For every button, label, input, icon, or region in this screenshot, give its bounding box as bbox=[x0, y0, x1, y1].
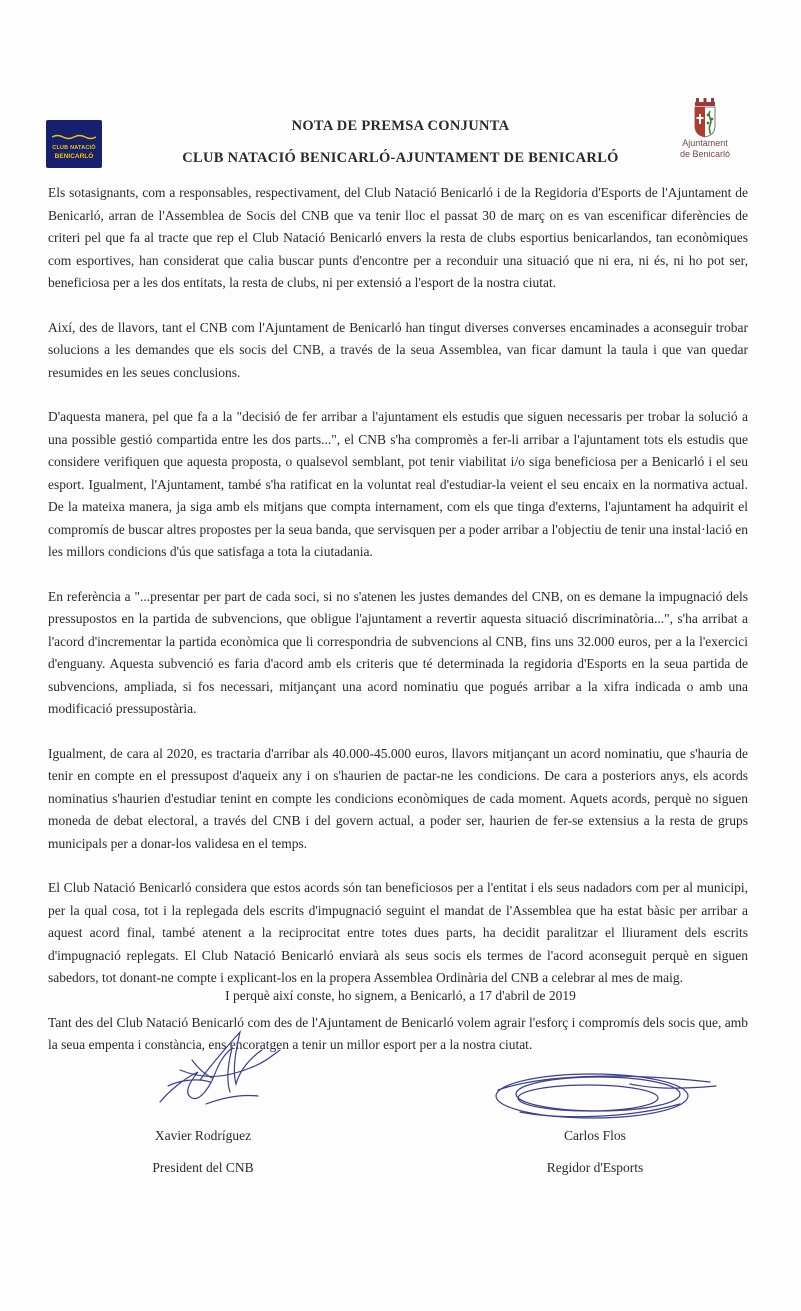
paragraph-6: El Club Natació Benicarló considera que estos acords són tan beneficiosos per a l'entitat i els seus nadadors com per al municipi, per la qual cosa, tot i la replegada dels escrits d'impugnació seguint el mandat de l'Assemblea que ha estat bàsic per arribar a aquest acord final, també atenent a la reciprocitat entre totes dues parts, ha decidit paralitzar el lliurament dels escrits d'impugnació replegats. El Club Natació Benicarló enviarà als seus socis els termes de l'acord aconseguit perquè en siguen sabedors, tot donant-ne compte i explicant-los en la propera Assemblea Ordinària del CNB a celebrar al mes de maig. bbox=[48, 880, 748, 985]
signatory-2-name: Carlos Flos bbox=[564, 1128, 626, 1143]
signatory-1-role: President del CNB bbox=[152, 1160, 254, 1175]
paragraph-4: En referència a "...presentar per part de cada soci, si no s'atenen les justes demandes del CNB, on es demane la impugnació dels pressupostos en la partida de subvencions, que obligue l'ajuntament a revertir aquesta situació discriminatòria...", s'ha arribat a l'acord d'incrementar la partida econòmica que li correspondria de subvencions al CNB, fins uns 32.000 euros, per a la l'exercici d'enguany. Aquesta subvenció es faria d'acord amb els criteris que té determinada la regidoria d'Esports en la seua partida de subvencions, ampliada, si fos necessari, mitjançant una acord nominatiu que pogués arribar a la xifra indicada o amb una modificació pressupostària. bbox=[48, 588, 748, 716]
logo-ajuntament-line1: Ajuntament bbox=[682, 138, 728, 148]
logo-cnb-line2: BENICARLÓ bbox=[54, 153, 94, 160]
paragraph-5: Igualment, de cara al 2020, es tractaria d'arribar als 40.000-45.000 euros, llavors mitjançant un acord nominatiu, que s'hauria de tenir en compte en el pressupost d'aqueix any i on s'haurien de pactar-ne les condicions. De cara a posteriors anys, els acords nominatius s'haurien d'estudiar tenint en compte les condicions econòmiques de cada moment. Aquets acords, perquè no siguen moneda de debat electoral, a través del CNB i del govern actual, a poder ser, haurien de fer-se extensius a la resta de grups municipals per a donar-los validesa en el temps. bbox=[48, 745, 748, 851]
paragraph-2: Així, des de llavors, tant el CNB com l'Ajuntament de Benicarló han tingut diverses converses encaminades a aconseguir trobar solucions a les demandes que els socis del CNB, a través de la seua Assemblea, van ficar damunt la taula i que van quedar resumides en les seues conclusions. bbox=[48, 319, 748, 380]
signatory-2-role: Regidor d'Esports bbox=[546, 1160, 644, 1175]
document-title: NOTA DE PREMSA CONJUNTA bbox=[291, 118, 510, 134]
signature-carlos-flos bbox=[480, 1060, 720, 1130]
paragraph-7: Tant des del Club Natació Benicarló com des de l'Ajuntament de Benicarló volem agrair l'esforç i compromís dels socis que, amb la seua empenta i constància, ens encoratgen a tenir un millor esport per a la nostra ciutat. bbox=[48, 1014, 748, 1052]
logo-cnb-line1: CLUB NATACIÓ bbox=[52, 145, 96, 151]
logo-ajuntament-line2: de Benicarló bbox=[679, 149, 731, 159]
paragraph-1: Els sotasignants, com a responsables, respectivament, del Club Natació Benicarló i de la Regidoria d'Esports de l'Ajuntament de Benicarló, arran de l'Assemblea de Socis del CNB que va tenir lloc el passat 30 de març on es van escenificar diferències de criteri pel que fa al tracte que rep el Club Natació Benicarló envers la resta de clubs esportius benicarlandos, tan econòmiques com esportives, han considerat que calia buscar punts d'encontre per a reconduir una situació que ni era, ni és, ni ho pot ser, beneficiosa per a les dos entitats, la resta de clubs, ni per extensió a l'esport de la nostra ciutat. bbox=[48, 185, 748, 290]
document-body bbox=[48, 182, 748, 1079]
document-subtitle: CLUB NATACIÓ BENICARLÓ-AJUNTAMENT DE BENICARLÓ bbox=[182, 150, 619, 166]
closing-statement: I perquè així conste, ho signem, a Benicarló, a 17 d'abril de 2019 bbox=[225, 988, 576, 1003]
signature-xavier-rodriguez bbox=[140, 1020, 290, 1120]
paragraph-3: D'aquesta manera, pel que fa a la "decisió de fer arribar a l'ajuntament els estudis que siguen necessaris per trobar la solució a una possible gestió compartida entre les dos parts...", el CNB s'ha compromès a fer-li arribar a l'ajuntament tots els estudis que considere verifiquen que aquesta proposta, o qualsevol semblant, pot tenir viabilitat i/o siga beneficiosa per a Benicarló i el seu esport. Igualment, l'Ajuntament, també s'ha ratificat en la voluntat real d'estudiar-la veient el seu encaix en la normativa actual. De la mateixa manera, ja siga amb els mitjans que compta internament, com els que tinga d'externs, l'ajuntament ha adquirit el compromís de buscar altres propostes per la seua banda, que servisquen per a poder arribar a l'objectiu de tenir una instal·lació en les millors condicions d'ús que satisfaga a tota la ciutadania. bbox=[48, 409, 748, 559]
signatory-1-name: Xavier Rodríguez bbox=[154, 1128, 252, 1143]
